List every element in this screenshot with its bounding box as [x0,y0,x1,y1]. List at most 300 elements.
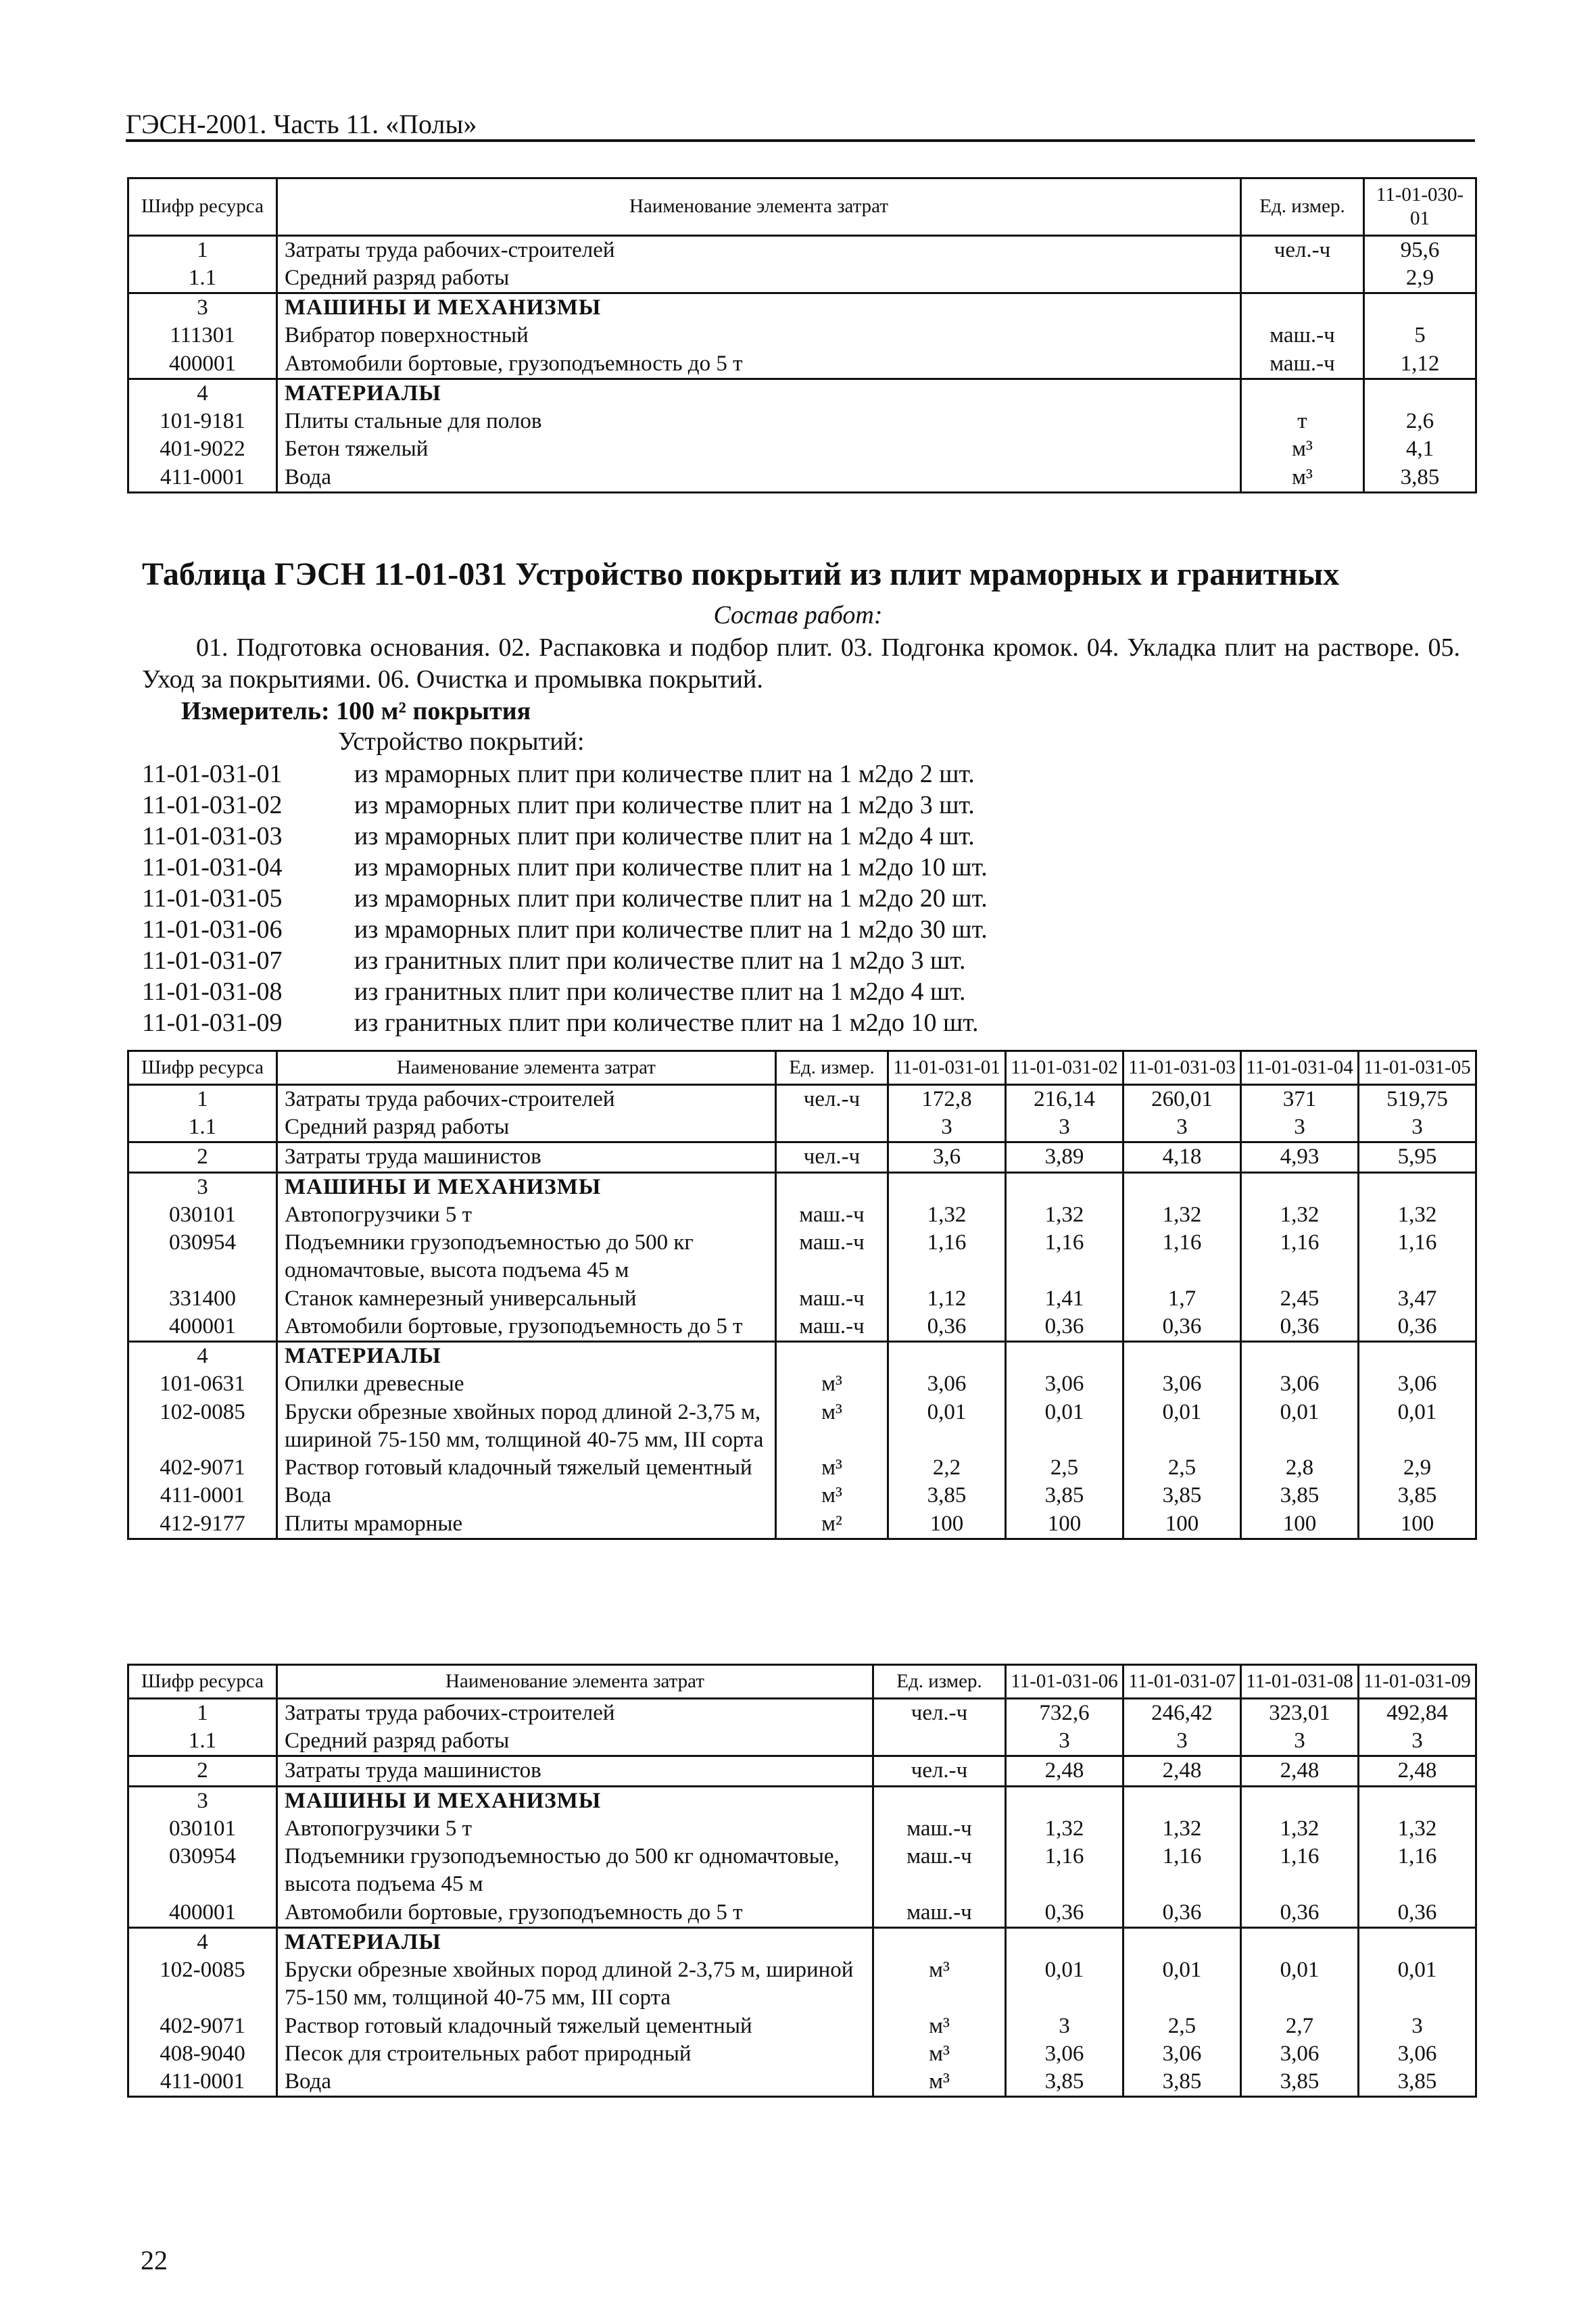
norm-description: из мраморных плит при количестве плит на 1 м2до 4 шт. [354,822,975,850]
resource-code: 411-0001 [128,464,277,493]
resource-code: 1.1 [128,264,277,293]
norm-code: 11-01-031-09 [142,1009,283,1037]
resource-unit: м³ [873,2040,1006,2068]
resource-code: 408-9040 [128,2040,277,2068]
resource-name: Автомобили бортовые, грузоподъемность до 5 т [277,1899,873,1928]
resource-unit [776,1113,888,1142]
resource-value: 3 [1006,2012,1123,2040]
norm-code: 11-01-031-06 [142,915,283,944]
resource-value: 216,14 [1006,1084,1123,1113]
resource-value: 246,42 [1123,1698,1241,1727]
norm-description: из мраморных плит при количестве плит на 1 м2до 30 шт. [354,915,988,944]
resource-value: 1,32 [1006,1815,1123,1843]
resource-name: Станок камнерезный универсальный [277,1285,776,1313]
resource-code: 400001 [128,1899,277,1928]
resource-table-031-a [127,1050,1477,1540]
resource-value: 3,06 [1123,1370,1241,1398]
header-norm-column: 11-01-031-05 [1359,1051,1476,1085]
resource-code: 030954 [128,1843,277,1899]
resource-value: 0,36 [1241,1899,1359,1928]
resource-value: 1,32 [1123,1201,1241,1229]
resource-value: 3,85 [1006,1482,1123,1510]
resource-value: 1,16 [888,1229,1006,1285]
resource-value: 323,01 [1241,1698,1359,1727]
norm-code: 11-01-031-05 [142,884,283,913]
resource-value: 4,93 [1241,1142,1359,1172]
resource-value: 0,36 [1123,1313,1241,1342]
resource-value: 0,01 [1123,1399,1241,1455]
resource-unit [1241,379,1364,408]
table-header-row [128,1051,1476,1085]
resource-unit: маш.-ч [873,1899,1006,1928]
table-row [128,1454,1476,1482]
resource-value [1123,1786,1241,1815]
table-row [128,1370,1476,1398]
resource-value: 3 [1241,1727,1359,1756]
table-header-row [128,178,1476,236]
header-norm-column: 11-01-031-09 [1359,1665,1476,1699]
resource-name: Средний разряд работы [277,1113,776,1142]
norm-list-item [142,790,988,821]
resource-value: 0,01 [1241,1956,1359,2012]
resource-value: 1,16 [1359,1229,1476,1285]
table-row [128,1698,1476,1727]
table-row [128,1756,1476,1786]
norm-list-item [142,1007,988,1038]
resource-value: 3,06 [1241,2040,1359,2068]
resource-value: 3,85 [1123,2068,1241,2097]
resource-code: 411-0001 [128,1482,277,1510]
resource-value [1006,1786,1123,1815]
resource-value: 3 [1006,1113,1123,1142]
resource-value: 1,32 [1241,1815,1359,1843]
table-row [128,1899,1476,1928]
resource-value: 2,5 [1123,1454,1241,1482]
table-row [128,1815,1476,1843]
header-norm-column: 11-01-031-02 [1006,1051,1123,1085]
resource-value: 492,84 [1359,1698,1476,1727]
table-row [128,1285,1476,1313]
resource-code: 411-0001 [128,2068,277,2097]
resource-unit: маш.-ч [1241,350,1364,379]
resource-value: 2,48 [1241,1756,1359,1786]
resource-name: Бетон тяжелый [277,435,1241,463]
table-row [128,1229,1476,1285]
table-row [128,1201,1476,1229]
resource-table-031-b [127,1664,1477,2098]
resource-unit: т [1241,408,1364,435]
resource-code: 101-9181 [128,408,277,435]
resource-name: МАШИНЫ И МЕХАНИЗМЫ [277,1172,776,1201]
resource-name: МАТЕРИАЛЫ [277,1342,776,1371]
resource-name: Песок для строительных работ природный [277,2040,873,2068]
norm-list-item [142,821,988,852]
resource-unit: м³ [873,1956,1006,2012]
resource-name: Затраты труда машинистов [277,1756,873,1786]
table-row [128,350,1476,379]
resource-value: 0,01 [888,1399,1006,1455]
resource-name: Затраты труда машинистов [277,1142,776,1172]
resource-code: 1 [128,1084,277,1113]
norm-code: 11-01-031-07 [142,946,283,975]
resource-unit [1241,293,1364,322]
resource-code: 402-9071 [128,1454,277,1482]
resource-unit: маш.-ч [776,1229,888,1285]
resource-value [1123,1172,1241,1201]
resource-name: Плиты мраморные [277,1510,776,1539]
table-row [128,464,1476,493]
header-norm-column: 11-01-031-06 [1006,1665,1123,1699]
norm-description: из мраморных плит при количестве плит на 1 м2до 3 шт. [354,791,975,819]
table-row [128,1172,1476,1201]
norm-description: из гранитных плит при количестве плит на 1 м2до 3 шт. [354,946,966,975]
resource-value [1241,1172,1359,1201]
resource-name: МАТЕРИАЛЫ [277,1927,873,1956]
resource-value: 2,2 [888,1454,1006,1482]
resource-value: 0,36 [1006,1313,1123,1342]
resource-unit: м³ [776,1482,888,1510]
resource-value: 3 [1359,1113,1476,1142]
resource-code: 102-0085 [128,1399,277,1455]
resource-value: 100 [1359,1510,1476,1539]
resource-value: 3,85 [1241,1482,1359,1510]
resource-value: 0,36 [1006,1899,1123,1928]
resource-value: 3,85 [1123,1482,1241,1510]
resource-name: Плиты стальные для полов [277,408,1241,435]
resource-code: 2 [128,1756,277,1786]
resource-value: 3 [1359,1727,1476,1756]
resource-code: 030101 [128,1201,277,1229]
norm-description: из мраморных плит при количестве плит на 1 м2до 20 шт. [354,884,988,913]
resource-code: 102-0085 [128,1956,277,2012]
resource-value: 100 [888,1510,1006,1539]
resource-name: Автомобили бортовые, грузоподъемность до 5 т [277,350,1241,379]
table-row [128,2040,1476,2068]
resource-value: 1,16 [1123,1843,1241,1899]
table-header-row [128,1665,1476,1699]
resource-value: 3,6 [888,1142,1006,1172]
header-norm-column: 11-01-031-07 [1123,1665,1241,1699]
header-code: Шифр ресурса [128,178,277,236]
resource-name: Автопогрузчики 5 т [277,1815,873,1843]
norm-code: 11-01-031-02 [142,791,283,819]
table-row [128,1843,1476,1899]
resource-value: 4,1 [1364,435,1476,463]
resource-value: 3,06 [1359,1370,1476,1398]
resource-value: 1,7 [1123,1285,1241,1313]
header-code: Шифр ресурса [128,1665,277,1699]
resource-code: 401-9022 [128,435,277,463]
resource-unit: маш.-ч [776,1313,888,1342]
table-row [128,293,1476,322]
resource-value [1359,1342,1476,1371]
table-row [128,1084,1476,1113]
resource-unit: чел.-ч [873,1698,1006,1727]
norm-code: 11-01-031-01 [142,760,283,788]
resource-value: 5 [1364,322,1476,349]
resource-value: 3 [888,1113,1006,1142]
resource-unit [873,1786,1006,1815]
resource-value: 3,06 [1123,2040,1241,2068]
resource-value: 3 [1006,1727,1123,1756]
resource-value [1241,1342,1359,1371]
resource-name: Вода [277,464,1241,493]
resource-value: 1,32 [1359,1815,1476,1843]
resource-code: 3 [128,293,277,322]
resource-value: 1,41 [1006,1285,1123,1313]
table-row [128,1510,1476,1539]
resource-code: 1 [128,1698,277,1727]
resource-name: Раствор готовый кладочный тяжелый цементный [277,2012,873,2040]
resource-name: Опилки древесные [277,1370,776,1398]
header-code: Шифр ресурса [128,1051,277,1085]
table-row [128,379,1476,408]
header-norm-column: 11-01-030-01 [1364,178,1476,236]
resource-value: 3,85 [1359,2068,1476,2097]
resource-value: 3,06 [1359,2040,1476,2068]
resource-value: 1,16 [1241,1229,1359,1285]
header-norm-column: 11-01-031-03 [1123,1051,1241,1085]
resource-value: 2,45 [1241,1285,1359,1313]
header-unit: Ед. измер. [776,1051,888,1085]
resource-value [1006,1927,1123,1956]
resource-unit: маш.-ч [1241,322,1364,349]
table-row [128,1342,1476,1371]
table-row [128,1927,1476,1956]
resource-code: 4 [128,1342,277,1371]
resource-value: 3,85 [1006,2068,1123,2097]
norm-list-item [142,758,988,790]
table-row [128,1956,1476,2012]
resource-value: 100 [1006,1510,1123,1539]
resource-value: 3,85 [1241,2068,1359,2097]
resource-value: 0,01 [1006,1399,1123,1455]
resource-value: 3 [1123,1113,1241,1142]
resource-value: 1,12 [888,1285,1006,1313]
resource-value [888,1342,1006,1371]
resource-code: 3 [128,1172,277,1201]
resource-value: 1,16 [1123,1229,1241,1285]
resource-value: 2,48 [1006,1756,1123,1786]
resource-value: 2,9 [1364,264,1476,293]
norm-code: 11-01-031-04 [142,853,283,882]
resource-name: МАШИНЫ И МЕХАНИЗМЫ [277,293,1241,322]
norm-description: из мраморных плит при количестве плит на 1 м2до 2 шт. [354,760,975,788]
resource-value: 519,75 [1359,1084,1476,1113]
resource-value: 2,48 [1123,1756,1241,1786]
resource-code: 4 [128,1927,277,1956]
resource-code: 1 [128,235,277,264]
resource-name: Автопогрузчики 5 т [277,1201,776,1229]
resource-value [888,1172,1006,1201]
resource-value: 2,5 [1006,1454,1123,1482]
composition-title: Состав работ: [713,601,883,629]
header-norm-column: 11-01-031-04 [1241,1051,1359,1085]
norm-code: 11-01-031-03 [142,822,283,850]
resource-unit: чел.-ч [1241,235,1364,264]
intro: Устройство покрытий: [338,727,585,756]
resource-value: 1,16 [1241,1843,1359,1899]
resource-name: Бруски обрезные хвойных пород длиной 2-3,75 м, шириной 75-150 мм, толщиной 40-75 мм, III сорта [277,1956,873,2012]
resource-unit [776,1342,888,1371]
resource-value [1359,1786,1476,1815]
resource-code: 1.1 [128,1113,277,1142]
resource-value: 1,32 [1241,1201,1359,1229]
resource-value: 2,48 [1359,1756,1476,1786]
table-row [128,264,1476,293]
resource-unit: маш.-ч [873,1815,1006,1843]
resource-value: 4,18 [1123,1142,1241,1172]
resource-value [1123,1342,1241,1371]
resource-name: МАТЕРИАЛЫ [277,379,1241,408]
resource-value: 95,6 [1364,235,1476,264]
table-row [128,2068,1476,2097]
resource-name: Вода [277,1482,776,1510]
norm-description: из гранитных плит при количестве плит на 1 м2до 4 шт. [354,978,966,1006]
resource-value: 2,9 [1359,1454,1476,1482]
resource-value: 3 [1359,2012,1476,2040]
resource-value: 0,36 [1241,1313,1359,1342]
resource-name: МАШИНЫ И МЕХАНИЗМЫ [277,1786,873,1815]
header-unit: Ед. измер. [873,1665,1006,1699]
resource-value [1006,1342,1123,1371]
resource-unit: чел.-ч [776,1084,888,1113]
resource-code: 400001 [128,350,277,379]
norm-list [142,758,988,1038]
resource-value: 0,01 [1359,1956,1476,2012]
resource-code: 4 [128,379,277,408]
resource-value: 100 [1123,1510,1241,1539]
section-title: Таблица ГЭСН 11-01-031 Устройство покрытий из плит мраморных и гранитных [142,556,1340,592]
resource-unit: м³ [1241,464,1364,493]
resource-name: Затраты труда рабочих-строителей [277,1698,873,1727]
table-row [128,435,1476,463]
resource-value [1364,379,1476,408]
header-rule [126,139,1475,142]
resource-value: 1,16 [1359,1843,1476,1899]
resource-value: 3,89 [1006,1142,1123,1172]
table-row [128,1727,1476,1756]
resource-value: 371 [1241,1084,1359,1113]
page-header: ГЭСН-2001. Часть 11. «Полы» [126,109,477,139]
resource-name: Подъемники грузоподъемностью до 500 кг одномачтовые, высота подъема 45 м [277,1229,776,1285]
resource-value: 0,01 [1006,1956,1123,2012]
resource-name: Средний разряд работы [277,1727,873,1756]
resource-unit: м³ [873,2012,1006,2040]
resource-unit: маш.-ч [776,1201,888,1229]
resource-code: 402-9071 [128,2012,277,2040]
norm-list-item [142,852,988,883]
resource-value: 1,32 [888,1201,1006,1229]
resource-value: 0,36 [1123,1899,1241,1928]
header-name: Наименование элемента затрат [277,1051,776,1085]
resource-value [1359,1927,1476,1956]
resource-unit: чел.-ч [776,1142,888,1172]
resource-name: Подъемники грузоподъемностью до 500 кг одномачтовые, высота подъема 45 м [277,1843,873,1899]
composition-text: 01. Подготовка основания. 02. Распаковка и подбор плит. 03. Подгонка кромок. 04. Укладка плит на растворе. 05. Уход за покрытиями. 06. Очистка и промывка покрытий. [142,633,1460,694]
resource-name: Вибратор поверхностный [277,322,1241,349]
resource-value: 0,01 [1123,1956,1241,2012]
resource-value: 3,06 [1006,2040,1123,2068]
table-row [128,1313,1476,1342]
resource-value [1123,1927,1241,1956]
resource-unit [873,1927,1006,1956]
resource-value: 0,36 [1359,1899,1476,1928]
table-row [128,322,1476,349]
resource-unit: м³ [776,1370,888,1398]
resource-code: 400001 [128,1313,277,1342]
table-row [128,235,1476,264]
resource-table-030 [127,177,1477,493]
resource-name: Затраты труда рабочих-строителей [277,1084,776,1113]
resource-code: 412-9177 [128,1510,277,1539]
resource-unit: м³ [776,1454,888,1482]
resource-name: Средний разряд работы [277,264,1241,293]
resource-value: 172,8 [888,1084,1006,1113]
resource-name: Автомобили бортовые, грузоподъемность до 5 т [277,1313,776,1342]
resource-name: Раствор готовый кладочный тяжелый цементный [277,1454,776,1482]
resource-unit: м³ [873,2068,1006,2097]
resource-value: 1,12 [1364,350,1476,379]
resource-value: 3,06 [888,1370,1006,1398]
resource-name: Затраты труда рабочих-строителей [277,235,1241,264]
table-row [128,1113,1476,1142]
table-row [128,1399,1476,1455]
resource-unit [1241,264,1364,293]
resource-code: 2 [128,1142,277,1172]
resource-value [1241,1927,1359,1956]
header-norm-column: 11-01-031-01 [888,1051,1006,1085]
resource-unit: маш.-ч [873,1843,1006,1899]
resource-value: 3 [1123,1727,1241,1756]
resource-value: 3,85 [888,1482,1006,1510]
resource-value [1241,1786,1359,1815]
resource-value: 3,06 [1241,1370,1359,1398]
resource-value: 1,16 [1006,1229,1123,1285]
resource-value: 1,16 [1006,1843,1123,1899]
resource-unit: м² [776,1510,888,1539]
resource-value: 100 [1241,1510,1359,1539]
resource-value: 3,06 [1006,1370,1123,1398]
table-row [128,1142,1476,1172]
norm-list-item [142,976,988,1007]
resource-value: 0,01 [1359,1399,1476,1455]
resource-value: 0,36 [1359,1313,1476,1342]
resource-code: 030954 [128,1229,277,1285]
resource-code: 111301 [128,322,277,349]
resource-name: Вода [277,2068,873,2097]
resource-unit: м³ [1241,435,1364,463]
resource-code: 1.1 [128,1727,277,1756]
resource-value: 1,32 [1006,1201,1123,1229]
resource-value: 2,6 [1364,408,1476,435]
resource-value: 0,36 [888,1313,1006,1342]
resource-code: 101-0631 [128,1370,277,1398]
meter: Измеритель: 100 м² покрытия [181,697,531,725]
norm-list-item [142,945,988,976]
table-row [128,2012,1476,2040]
resource-code: 331400 [128,1285,277,1313]
resource-unit: чел.-ч [873,1756,1006,1786]
norm-description: из мраморных плит при количестве плит на 1 м2до 10 шт. [354,853,988,882]
resource-value: 2,7 [1241,2012,1359,2040]
table-row [128,1482,1476,1510]
resource-unit: м³ [776,1399,888,1455]
norm-list-item [142,914,988,945]
resource-code: 030101 [128,1815,277,1843]
header-name: Наименование элемента затрат [277,178,1241,236]
resource-code: 3 [128,1786,277,1815]
